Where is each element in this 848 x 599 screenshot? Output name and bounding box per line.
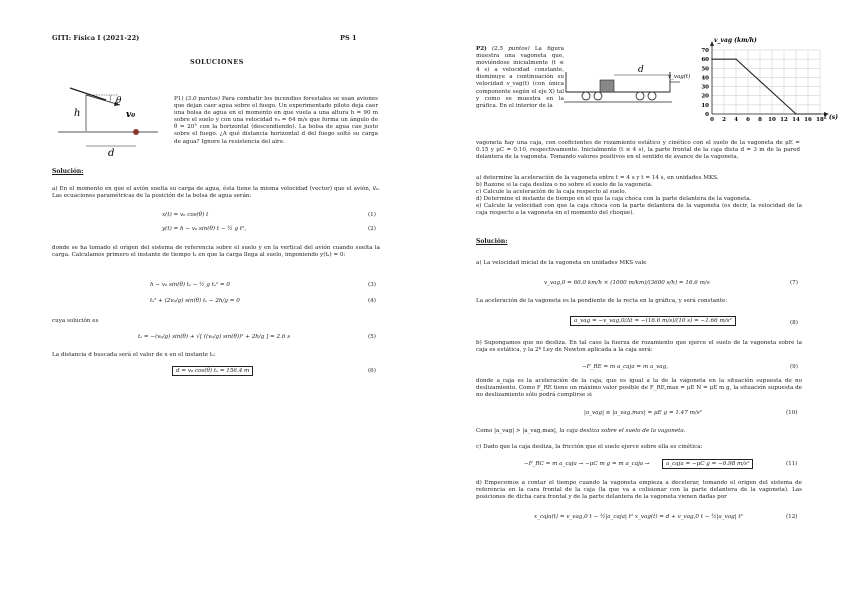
part-c-text: c) Dado que la caja desliza, la fricción que el suelo ejerce sobre ella es cinética: bbox=[476, 444, 703, 450]
chart-title: v_vag (km/h) bbox=[714, 37, 757, 44]
wheel-3 bbox=[636, 92, 644, 100]
eq-number-11: (11) bbox=[786, 461, 798, 467]
p2-statement-short bbox=[476, 46, 564, 110]
equation-5: tₛ = −(v₀/g) sin(θ) + √[ ((v₀/g) sin(θ))² + 2h/g ] = 2.6 s bbox=[138, 334, 291, 340]
x-tick-label: 18 bbox=[816, 117, 824, 123]
fire-dot bbox=[133, 129, 139, 135]
eq-number-8: (8) bbox=[790, 320, 798, 326]
x-tick-label: 16 bbox=[804, 117, 812, 123]
eq-number-3: (3) bbox=[368, 282, 376, 288]
p2-text-short: La figura muestra una vagoneta que, moviéndose inicialmente (t ≤ 4 s) a velocidad constante, disminuye a continuación su velocidad v_vag(t) (con única componente según el eje X) tal y como se muestra en la gráfica. En el interior de la bbox=[476, 46, 564, 109]
equation-8-boxed: a_vag = −v_vag,0/Δt = −(16.6 m/s)/(10 s) = −1.66 m/s² bbox=[570, 316, 736, 326]
p2-questions bbox=[476, 175, 802, 218]
velocity-point bbox=[795, 113, 796, 114]
question-b: b) Razone si la caja desliza o no sobre el suelo de la vagoneta. bbox=[476, 182, 653, 189]
question-c: c) Calcule la aceleración de la caja respecto al suelo. bbox=[476, 189, 627, 196]
y-tick-label: 20 bbox=[701, 93, 709, 100]
chart-x-unit: t (s) bbox=[824, 114, 838, 121]
p2-statement-long: vagoneta hay una caja, con coeficientes de rozamiento estático y cinético con el suelo de la vagoneta de μE = 0.15 y μC = 0.10, respectivamente. Inicialmente (t ≤ 4 s), la parte frontal de la caja dista d = 3 m de la pared delantera de la vagoneta. Tomando valores positivos en el sentido de avance de la vagoneta, bbox=[476, 140, 800, 161]
part-b-text-2: donde a_caja es la aceleración de la caja, que es igual a la de la vagoneta en la situación supuesta de no deslizamiento. Como F_RE tiene un máximo valor posible de F_RE,max = μE N = μE m g, la situación supuesta de no deslizamiento sólo podrá cumplirse si bbox=[476, 378, 802, 399]
wheel-4 bbox=[648, 92, 656, 100]
solution-heading-right: Solución: bbox=[476, 238, 508, 245]
label-d: d bbox=[108, 148, 115, 159]
eq-number-9: (9) bbox=[790, 364, 798, 370]
x-tick-label: 0 bbox=[710, 117, 714, 123]
figure-wagon bbox=[564, 58, 691, 112]
y-tick-label: 70 bbox=[701, 48, 709, 54]
distance-text: La distancia d buscada será el valor de x en el instante tₛ: bbox=[52, 352, 216, 358]
equation-10: |a_vag| ≤ |a_vag,max| = μE g = 1.47 m/s² bbox=[584, 410, 702, 416]
y-tick-label: 30 bbox=[701, 84, 709, 91]
part-d-text: d) Empecemos a contar el tiempo cuando la vagoneta empieza a decelerar, tomando el origen del sistema de referencia en la cara frontal de la caja (la que va a colisionar con la parte delantera de la vagoneta). Las posiciones de dicha cara frontal y de la parte delantera de la vagoneta vienen dadas por bbox=[476, 480, 802, 501]
sheet-header: PS 1 bbox=[340, 34, 357, 42]
label-h: h bbox=[74, 108, 81, 119]
equation-3: h − v₀ sin(θ) tₛ − ½ g tₛ² = 0 bbox=[150, 282, 230, 288]
equation-11-boxed: a_caja = −μC g = −0.98 m/s² bbox=[662, 459, 753, 469]
reference-text: donde se ha tomado el origen del sistema de referencia sobre el suelo y en la vertical del avión cuando suelta la carga. Calculamos primero el instante de tiempo tₛ en que la carga llega al suelo, imponiendo y(tₛ) = 0: bbox=[52, 245, 380, 259]
acceleration-text: La aceleración de la vagoneta es la pendiente de la recta en la gráfica, y será constante: bbox=[476, 298, 728, 304]
y-tick-label: 60 bbox=[701, 57, 709, 64]
p2-label: P2) bbox=[476, 46, 487, 52]
label-d-wagon: d bbox=[638, 65, 644, 75]
y-tick-label: 0 bbox=[705, 112, 709, 118]
equation-11a: −F_RC = m a_caja → −μC m g = m a_caja → bbox=[524, 461, 650, 467]
label-v0: v₀ bbox=[126, 110, 136, 120]
x-tick-label: 6 bbox=[746, 117, 750, 123]
equation-7: v_vag,0 = 60.0 km/h × (1000 m/km)/(3600 s/h) = 16.6 m/s bbox=[544, 280, 710, 286]
eq-number-1: (1) bbox=[368, 212, 376, 218]
eq-number-12: (12) bbox=[786, 514, 798, 520]
equation-12: x_caja(t) = v_vag,0 t − ½|a_caja| t² x_vag(t) = d + v_vag,0 t − ½|a_vag| t² bbox=[534, 514, 743, 520]
solution-heading-left: Solución: bbox=[52, 168, 84, 175]
wheel-1 bbox=[582, 92, 590, 100]
cuya-text: cuya solución es bbox=[52, 318, 99, 324]
velocity-point bbox=[711, 59, 712, 60]
y-tick-label: 10 bbox=[701, 102, 709, 109]
right-page bbox=[424, 0, 848, 599]
wheel-2 bbox=[594, 92, 602, 100]
eq-number-2: (2) bbox=[368, 226, 376, 232]
velocity-chart bbox=[686, 34, 848, 128]
x-tick-label: 8 bbox=[758, 117, 762, 123]
eq-number-5: (5) bbox=[368, 334, 376, 340]
eq-number-6: (6) bbox=[368, 368, 376, 374]
conclusion-pre: Como |a_vag| > |a_vag,max|, bbox=[476, 428, 558, 434]
x-tick-label: 2 bbox=[722, 117, 726, 123]
part-a-text-left: a) En el momento en que el avión suelta su carga de agua, ésta tiene la misma velocidad (vector) que el avión, v⃗₀. Las ecuaciones paramétricas de la posición de la bolsa de agua serán: bbox=[52, 186, 380, 200]
angle-arc bbox=[109, 95, 111, 102]
p1-points: (3.0 puntos) bbox=[185, 96, 221, 102]
part-a-text-right: a) La velocidad inicial de la vagoneta en unidades MKS vale bbox=[476, 260, 647, 266]
label-theta: θ bbox=[116, 96, 122, 106]
p1-text: Para combatir los incendios forestales se usan aviones que dejan caer agua sobre el fuego. Un experimentado piloto deja caer una bolsa de agua en el momento en que vuela a una altura h = 90 m sobre el suelo y con una velocidad v₀ = 64 m/s que forma un ángulo de θ = 20° con la horizontal (descendiendo). La bolsa de agua cae justo sobre el fuego. ¿A qué distancia horizontal d del fuego soltó su carga de agua? Ignore la resistencia del aire. bbox=[174, 96, 379, 145]
x-tick-label: 14 bbox=[792, 117, 800, 123]
equation-1: x(t) = v₀ cos(θ) t bbox=[162, 212, 209, 218]
velocity-point bbox=[735, 59, 736, 60]
box-in-wagon bbox=[600, 80, 614, 92]
p1-label: P1) bbox=[174, 96, 184, 102]
eq-number-10: (10) bbox=[786, 410, 798, 416]
x-tick-label: 10 bbox=[768, 117, 776, 123]
label-vvag: v_vag(t) bbox=[668, 74, 691, 80]
p2-points: (2.5 puntos) bbox=[491, 46, 530, 52]
y-tick-label: 40 bbox=[701, 75, 709, 82]
eq-number-7: (7) bbox=[790, 280, 798, 286]
part-b-text: b) Supongamos que no desliza. En tal caso la fuerza de rozamiento que ejerce el suelo de la vagoneta sobre la caja es estática, y la 2ª Ley de Newton aplicada a la caja será: bbox=[476, 340, 802, 354]
question-d: d) Determine el instante de tiempo en el que la caja choca con la parte delantera de la vagoneta. bbox=[476, 196, 752, 203]
page-title: SOLUCIONES bbox=[190, 58, 244, 66]
equation-2: y(t) = h − v₀ sin(θ) t − ½ g t², bbox=[162, 226, 247, 232]
velocity-point bbox=[819, 113, 820, 114]
equation-4: tₛ² + (2v₀/g) sin(θ) tₛ − 2h/g = 0 bbox=[150, 298, 240, 304]
p1-statement bbox=[174, 96, 378, 146]
question-a: a) determine la aceleración de la vagoneta entre t = 4 s y t = 14 s, en unidades MKS. bbox=[476, 175, 719, 181]
part-b-conclusion bbox=[476, 428, 686, 435]
plane-wing bbox=[70, 88, 106, 100]
course-header: GITI: Física I (2021-22) bbox=[52, 34, 140, 42]
eq-number-4: (4) bbox=[368, 298, 376, 304]
x-tick-label: 12 bbox=[780, 117, 788, 123]
y-tick-label: 50 bbox=[701, 66, 709, 73]
conclusion-em: la caja desliza sobre el suelo de la vagoneta. bbox=[559, 428, 686, 434]
equation-9: −F_RE = m a_caja = m a_vag, bbox=[582, 364, 668, 370]
equation-6-boxed: d = v₀ cos(θ) tₛ = 156.4 m bbox=[172, 366, 253, 376]
figure-water-drop bbox=[58, 86, 168, 158]
x-tick-label: 4 bbox=[734, 117, 738, 123]
question-e: e) Calcule la velocidad con que la caja choca con la parte delantera de la vagoneta (es decir, la velocidad de la caja respecto a la vagoneta en el momento del choque). bbox=[476, 203, 802, 217]
